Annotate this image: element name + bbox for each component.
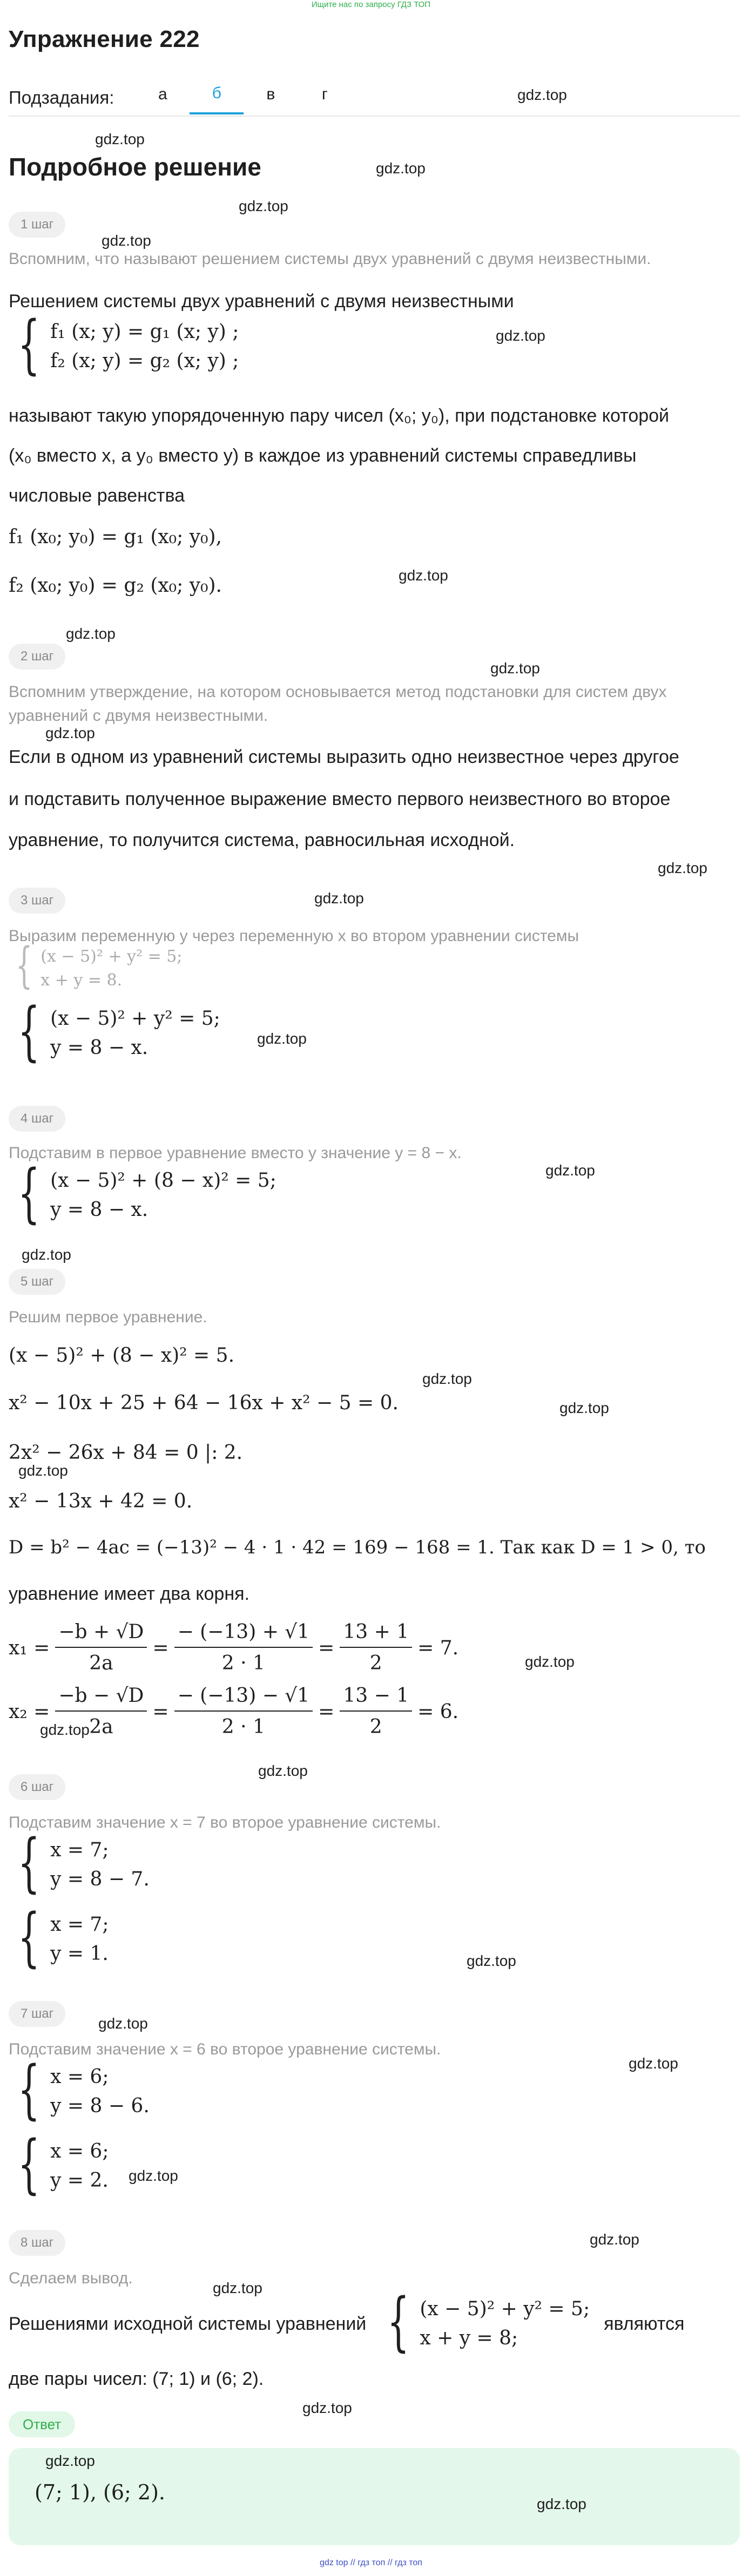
step-2-badge: 2 шаг — [9, 644, 65, 670]
step-1-text: (x₀ вместо x, а y₀ вместо y) в каждое из уравнений системы справедливы — [9, 445, 637, 466]
watermark: gdz.top — [658, 860, 707, 876]
brace-icon: { — [17, 1899, 41, 1974]
step-5-line: D = b² − 4ac = (−13)² − 4 · 1 · 42 = 169 − 168 = 1. Так как D = 1 > 0, то — [9, 1537, 706, 1558]
numerator: 13 − 1 — [340, 1683, 412, 1712]
footer-links[interactable]: gdz top // гдз топ // гдз топ — [320, 2558, 422, 2567]
system-line: y = 2. — [50, 2169, 109, 2192]
equals: = — [152, 1637, 169, 1659]
step-6-hint: Подставим значение x = 7 во второе уравнение системы. — [9, 1814, 441, 1831]
page-title: Упражнение 222 — [9, 26, 200, 52]
denominator: 2 — [369, 1716, 382, 1738]
brace-icon: { — [17, 1825, 41, 1899]
system-line: y = 8 − 6. — [50, 2095, 150, 2117]
step-4-badge: 4 шаг — [9, 1106, 65, 1132]
brace-icon: { — [17, 2052, 41, 2126]
step-5-hint: Решим первое уравнение. — [9, 1308, 207, 1326]
numerator: 13 + 1 — [340, 1620, 412, 1648]
step-3-badge: 3 шаг — [9, 888, 65, 914]
step-1-system — [9, 307, 239, 381]
denominator: 2 · 1 — [221, 1652, 265, 1674]
system-line: (x − 5)² + y² = 5; — [41, 947, 183, 966]
root-result: = 7. — [417, 1637, 459, 1659]
step-2-text: и подставить полученное выражение вместо первого неизвестного во второе — [9, 789, 671, 809]
step-1-badge: 1 шаг — [9, 212, 65, 238]
top-banner: Ищите нас по запросу ГДЗ ТОП — [311, 0, 431, 9]
root-label: x₁ = — [9, 1637, 50, 1659]
subtasks-label: Подзадания: — [9, 87, 114, 107]
fraction — [174, 1620, 313, 1676]
fraction — [55, 1620, 147, 1676]
step-8-hint: Сделаем вывод. — [9, 2269, 133, 2287]
step-5-line: x² − 13x + 42 = 0. — [9, 1490, 193, 1512]
watermark: gdz.top — [496, 327, 545, 344]
watermark: gdz.top — [537, 2496, 586, 2512]
watermark: gdz.top — [45, 2452, 95, 2469]
root-x1 — [9, 1620, 458, 1676]
root-result: = 6. — [417, 1700, 459, 1723]
step-2-text: уравнение, то получится система, равносильная исходной. — [9, 830, 515, 850]
step-8-badge: 8 шаг — [9, 2230, 65, 2256]
answer-box — [9, 2448, 740, 2545]
subtask-b[interactable]: б — [190, 81, 244, 114]
numerator: − (−13) + √1 — [174, 1620, 313, 1648]
system-line: x + y = 8. — [41, 971, 123, 990]
watermark: gdz.top — [314, 890, 364, 907]
subtask-a[interactable]: а — [158, 85, 167, 103]
brace-icon: { — [17, 993, 41, 1068]
step-3-original-system — [9, 937, 183, 994]
divider — [9, 116, 740, 117]
fraction — [340, 1683, 412, 1740]
system-line: x = 7; — [50, 1914, 109, 1936]
brace-icon: { — [387, 2284, 410, 2358]
subtask-g[interactable]: г — [321, 85, 328, 103]
step-5-line: x² − 10x + 25 + 64 − 16x + x² − 5 = 0. — [9, 1392, 399, 1414]
step-1-equation: f₁ (x₀; y₀) = g₁ (x₀; y₀), — [9, 526, 222, 548]
watermark: gdz.top — [129, 2167, 178, 2184]
watermark: gdz.top — [102, 232, 151, 249]
watermark: gdz.top — [422, 1370, 472, 1387]
system-line: x = 7; — [50, 1839, 109, 1861]
system-line: (x − 5)² + (8 − x)² = 5; — [50, 1169, 276, 1192]
system-line: f₁ (x; y) = g₁ (x; y) ; — [50, 321, 239, 343]
step-2-text: Если в одном из уравнений системы выразить одно неизвестное через другое — [9, 747, 679, 767]
watermark: gdz.top — [399, 567, 448, 584]
answer-badge: Ответ — [9, 2411, 75, 2437]
numerator: −b + √D — [55, 1620, 147, 1648]
answer-value: (7; 1), (6; 2). — [35, 2480, 166, 2504]
step-1-text: называют такую упорядоченную пару чисел (x₀; y₀), при подстановке которой — [9, 405, 670, 426]
step-4-hint: Подставим в первое уравнение вместо y значение y = 8 − x. — [9, 1144, 462, 1162]
step-6-badge: 6 шаг — [9, 1774, 65, 1800]
watermark: gdz.top — [629, 2055, 678, 2072]
step-8-text: Решениями исходной системы уравнений — [9, 2313, 367, 2334]
step-8-system — [378, 2284, 590, 2358]
brace-icon: { — [17, 2126, 41, 2201]
brace-icon: { — [17, 307, 41, 381]
system-line: x = 6; — [50, 2140, 109, 2162]
watermark: gdz.top — [559, 1399, 609, 1416]
watermark: gdz.top — [467, 1952, 516, 1969]
system-line: x + y = 8; — [420, 2327, 518, 2349]
step-7-system — [9, 2052, 150, 2126]
step-1-equation: f₂ (x₀; y₀) = g₂ (x₀; y₀). — [9, 574, 222, 597]
step-3-hint: Выразим переменную y через переменную x во втором уравнении системы — [9, 927, 579, 945]
equals: = — [152, 1700, 169, 1723]
step-8-text: две пары чисел: (7; 1) и (6; 2). — [9, 2369, 264, 2389]
fraction — [340, 1620, 412, 1676]
watermark: gdz.top — [490, 660, 540, 677]
step-3-system — [9, 993, 220, 1068]
step-8-text: являются — [604, 2313, 685, 2334]
watermark: gdz.top — [302, 2399, 352, 2416]
watermark: gdz.top — [257, 1030, 307, 1047]
denominator: 2 — [369, 1652, 382, 1674]
system-line: x = 6; — [50, 2066, 109, 2088]
system-line: y = 1. — [50, 1943, 109, 1965]
equals: = — [318, 1637, 335, 1659]
step-5-badge: 5 шаг — [9, 1269, 65, 1295]
system-line: y = 8 − 7. — [50, 1868, 150, 1890]
brace-icon: { — [15, 937, 33, 994]
watermark: gdz.top — [376, 160, 426, 177]
watermark: gdz.top — [95, 131, 145, 147]
denominator: 2 · 1 — [221, 1716, 265, 1738]
watermark: gdz.top — [545, 1162, 595, 1179]
watermark: gdz.top — [239, 198, 288, 214]
step-7-system — [9, 2126, 109, 2201]
step-1-text: числовые равенства — [9, 485, 185, 506]
subtask-v[interactable]: в — [266, 85, 275, 103]
fraction — [174, 1683, 313, 1740]
numerator: − (−13) − √1 — [174, 1683, 313, 1712]
watermark: gdz.top — [18, 1462, 68, 1479]
system-line: (x − 5)² + y² = 5; — [420, 2298, 590, 2320]
step-4-system — [9, 1155, 276, 1230]
denominator: 2a — [89, 1716, 113, 1738]
system-line: y = 8 − x. — [50, 1037, 149, 1059]
watermark: gdz.top — [525, 1653, 575, 1670]
watermark: gdz.top — [22, 1246, 71, 1263]
step-1-text: Решением системы двух уравнений с двумя неизвестными — [9, 291, 514, 312]
system-line: f₂ (x; y) = g₂ (x; y) ; — [50, 350, 239, 372]
watermark: gdz.top — [40, 1721, 90, 1738]
subtask-selector — [9, 81, 352, 114]
numerator: −b − √D — [55, 1683, 147, 1712]
step-5-line: 2x² − 26x + 84 = 0 |: 2. — [9, 1442, 243, 1464]
root-label: x₂ = — [9, 1700, 50, 1723]
system-line: y = 8 − x. — [50, 1199, 149, 1221]
watermark: gdz.top — [517, 86, 567, 103]
brace-icon: { — [17, 1155, 41, 1230]
watermark: gdz.top — [45, 725, 95, 741]
step-6-system — [9, 1825, 150, 1899]
step-5-text: уравнение имеет два корня. — [9, 1584, 249, 1604]
step-7-hint: Подставим значение x = 6 во второе уравнение системы. — [9, 2040, 441, 2058]
solution-heading: Подробное решение — [9, 153, 261, 181]
watermark: gdz.top — [98, 2015, 148, 2032]
watermark: gdz.top — [590, 2231, 639, 2248]
watermark: gdz.top — [258, 1762, 308, 1779]
watermark: gdz.top — [213, 2280, 262, 2296]
step-2-hint: Вспомним утверждение, на котором основывается метод подстановки для систем двух уравнений с двумя неизвестными. — [9, 683, 667, 725]
step-6-system — [9, 1899, 109, 1974]
equals: = — [318, 1700, 335, 1723]
step-1-hint: Вспомним, что называют решением системы двух уравнений с двумя неизвестными. — [9, 250, 651, 268]
system-line: (x − 5)² + y² = 5; — [50, 1008, 220, 1030]
step-7-badge: 7 шаг — [9, 2001, 65, 2027]
watermark: gdz.top — [66, 625, 116, 642]
denominator: 2a — [89, 1652, 113, 1674]
step-5-line: (x − 5)² + (8 − x)² = 5. — [9, 1344, 235, 1367]
